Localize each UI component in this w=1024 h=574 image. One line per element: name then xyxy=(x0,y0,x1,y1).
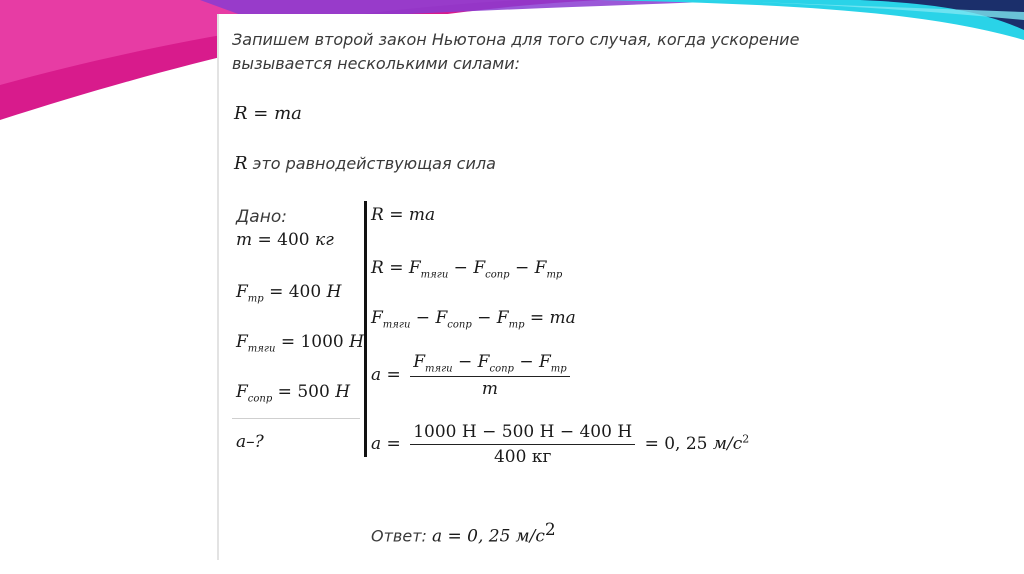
resultant-note xyxy=(234,153,496,174)
answer-line xyxy=(371,520,556,546)
l3-rhs: = ma xyxy=(524,308,576,328)
thrust-value: = 1000 xyxy=(280,332,344,352)
l3-op2: − xyxy=(471,308,497,328)
given-friction xyxy=(236,282,341,304)
answer-unit: м/с xyxy=(515,526,545,547)
l5-numerator: 1000 Н − 500 Н − 400 Н xyxy=(410,422,635,445)
given-separator xyxy=(232,418,360,419)
mass-unit: кг xyxy=(315,230,334,250)
l4-denominator: m xyxy=(481,379,498,400)
l4-lhs: a = xyxy=(371,365,401,386)
solution-line-4 xyxy=(371,352,574,399)
l2-term3: F xyxy=(534,258,547,278)
l3-term1: F xyxy=(371,308,383,328)
given-label: Дано: xyxy=(236,207,287,227)
l4-num-term1: F xyxy=(413,352,425,372)
solution-divider xyxy=(364,201,367,457)
given-thrust xyxy=(236,332,364,354)
friction-unit: Н xyxy=(326,282,342,302)
l4-fraction xyxy=(410,352,569,399)
l5-unit: м/с xyxy=(712,434,743,454)
resistance-value: = 500 xyxy=(277,382,330,402)
friction-value: = 400 xyxy=(269,282,322,302)
l3-op1: − xyxy=(410,308,436,328)
thrust-symbol: F xyxy=(236,332,248,352)
friction-symbol: F xyxy=(236,282,248,302)
answer-label: Ответ: xyxy=(371,526,427,546)
newton-law-formula: R = ma xyxy=(234,103,302,124)
l3-sub1: тяги xyxy=(382,319,411,331)
find-label: a–? xyxy=(236,432,264,452)
l2-lhs: R = xyxy=(371,258,404,278)
l4-num-op2: − xyxy=(513,352,539,372)
l2-sub2: сопр xyxy=(485,269,510,281)
given-resistance xyxy=(236,382,350,404)
mass-value: = 400 xyxy=(257,230,310,250)
intro-line-2: вызывается несколькими силами: xyxy=(232,54,521,73)
l2-sub1: тяги xyxy=(420,269,449,281)
l3-sub3: тр xyxy=(508,319,525,331)
l5-unit-power: 2 xyxy=(742,432,750,446)
intro-line-1: Запишем второй закон Ньютона для того случая, когда ускорение xyxy=(232,30,800,49)
mass-symbol: m xyxy=(236,230,253,250)
l5-result: = 0, 25 xyxy=(644,434,708,454)
l2-op2: − xyxy=(509,258,535,278)
resultant-symbol: R xyxy=(234,153,248,174)
l2-sub3: тр xyxy=(546,269,563,281)
solution-line-5 xyxy=(371,422,749,467)
solution-line-3 xyxy=(371,308,576,330)
l3-term2: F xyxy=(435,308,448,328)
l5-denominator: 400 кг xyxy=(493,447,552,467)
resistance-symbol: F xyxy=(236,382,248,402)
l4-num-op1: − xyxy=(452,352,478,372)
l4-num-term3: F xyxy=(539,352,551,372)
given-mass xyxy=(236,230,334,250)
l2-term1: F xyxy=(408,258,421,278)
l3-sub2: сопр xyxy=(447,319,472,331)
l5-fraction xyxy=(410,422,635,467)
l4-numerator xyxy=(410,352,569,377)
resistance-unit: Н xyxy=(335,382,351,402)
solution-line-2 xyxy=(371,258,562,280)
l5-lhs: a = xyxy=(371,434,401,454)
solution-line-1: R = ma xyxy=(371,205,436,225)
l4-num-sub2: сопр xyxy=(489,363,514,375)
l2-term2: F xyxy=(473,258,486,278)
l4-num-sub3: тр xyxy=(550,363,567,375)
thrust-subscript: тяги xyxy=(247,343,276,355)
thrust-unit: Н xyxy=(349,332,364,352)
l4-num-term2: F xyxy=(477,352,490,372)
friction-subscript: тр xyxy=(247,293,264,305)
resistance-subscript: сопр xyxy=(247,393,273,405)
resultant-note-text: это равнодействующая сила xyxy=(252,154,496,173)
l2-op1: − xyxy=(448,258,474,278)
answer-formula: a = 0, 25 xyxy=(432,526,511,547)
l4-num-sub1: тяги xyxy=(425,363,453,375)
answer-unit-power: 2 xyxy=(544,520,556,540)
l3-term3: F xyxy=(496,308,509,328)
